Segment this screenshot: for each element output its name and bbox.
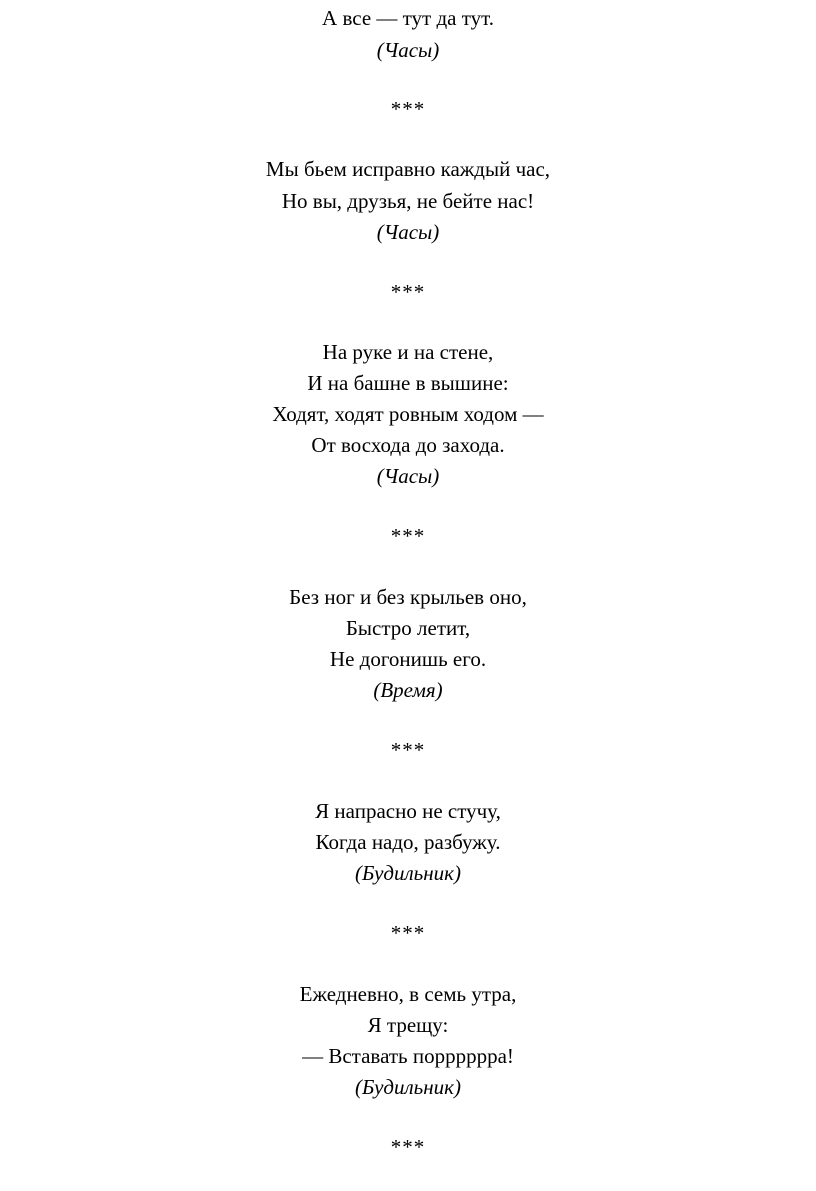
poem-line: От восхода до захода. (311, 433, 505, 457)
poem-line: Ежедневно, в семь утра, (299, 982, 517, 1006)
riddle-answer: (Часы) (376, 220, 440, 244)
poem-line: Я трещу: (367, 1013, 449, 1037)
poem-line: Не догонишь его. (329, 647, 487, 671)
riddle-answer: (Будильник) (355, 1075, 461, 1099)
section-separator: *** (390, 1135, 426, 1159)
section-separator: *** (390, 738, 426, 762)
poem-line: Мы бьем исправно каждый час, (265, 157, 551, 181)
section-separator: *** (390, 921, 426, 945)
poem-line: Но вы, друзья, не бейте нас! (281, 189, 535, 213)
poem-line: А все — тут да тут. (322, 6, 494, 30)
poem-line: Без ног и без крыльев оно, (289, 585, 527, 609)
poem-line: Я напрасно не стучу, (315, 799, 501, 823)
section-separator: *** (390, 280, 426, 304)
section-separator: *** (390, 524, 426, 548)
poem-line: На руке и на стене, (322, 340, 494, 364)
riddle-answer: (Часы) (376, 38, 440, 62)
poem-line: И на башне в вышине: (307, 371, 509, 395)
poem-line: Быстро летит, (345, 616, 471, 640)
riddle-answer: (Часы) (376, 464, 440, 488)
poem-line: — Вставать порррррра! (302, 1044, 514, 1068)
riddle-answer: (Время) (373, 678, 443, 702)
poem-line: Ходят, ходят ровным ходом — (272, 402, 544, 426)
section-separator: *** (390, 97, 426, 121)
riddle-answer: (Будильник) (355, 861, 461, 885)
poem-line: Когда надо, разбужу. (315, 830, 501, 854)
